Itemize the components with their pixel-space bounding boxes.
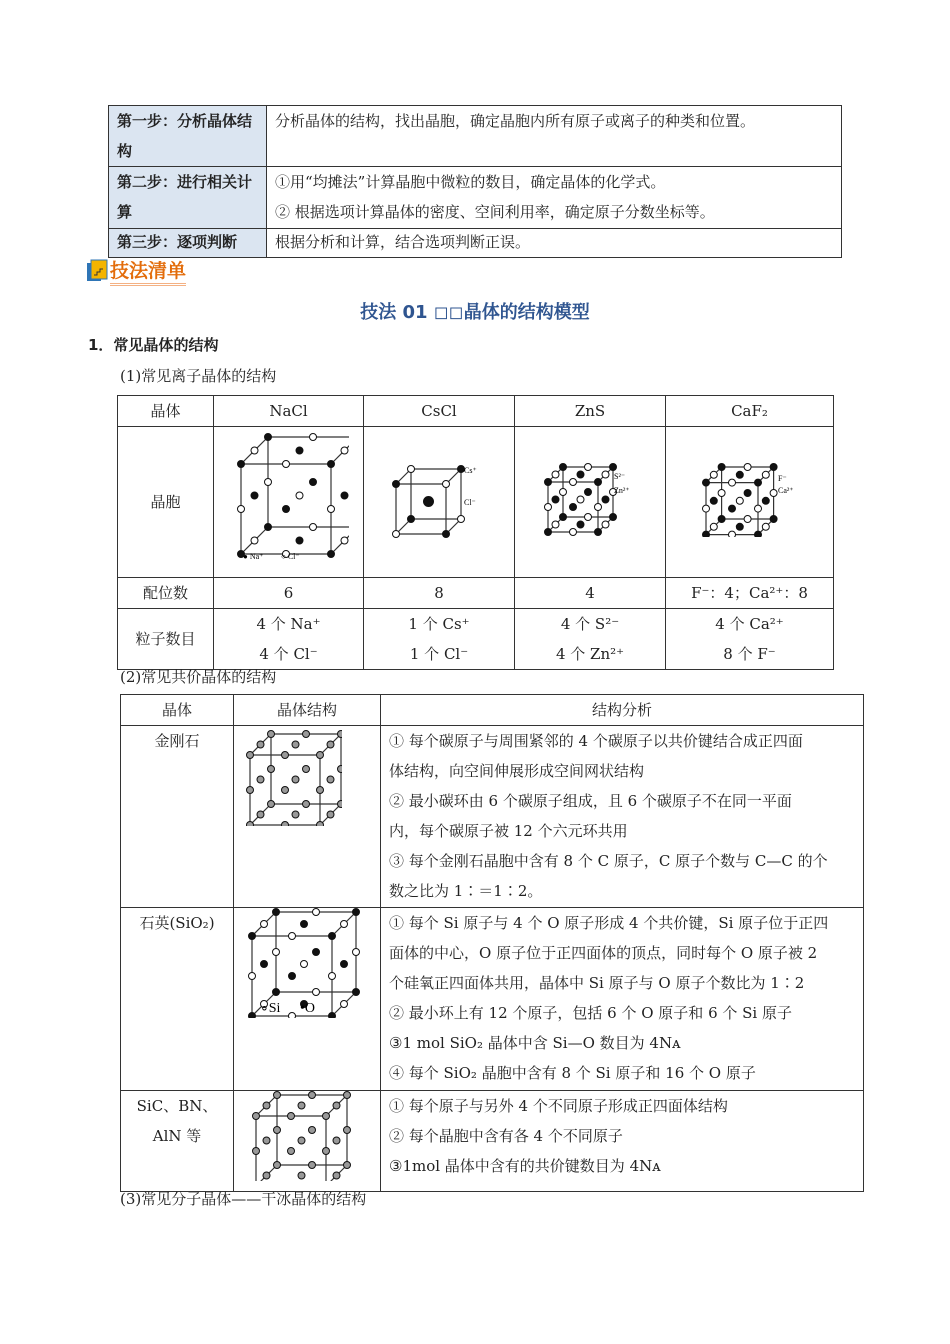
atom: [736, 523, 743, 530]
atom: [341, 961, 348, 968]
particle-count: [666, 609, 834, 670]
atom: [317, 752, 324, 759]
atom: [247, 787, 254, 794]
atom: [577, 496, 584, 503]
atom: [443, 531, 450, 538]
table-row: [118, 578, 834, 609]
atom: [341, 447, 348, 454]
quartz-structure-image: [234, 908, 381, 1091]
atom: [770, 516, 777, 523]
atom: [249, 933, 256, 940]
atom: [393, 481, 400, 488]
coordination-number: 8: [364, 578, 515, 609]
atom: [353, 909, 360, 916]
step-label: 第一步：分析晶体结构: [109, 106, 267, 167]
ionic-table: [117, 395, 834, 670]
text-line: 8 个 F⁻: [723, 645, 776, 663]
atom: [237, 506, 244, 513]
text-line: 面体的中心，O 原子位于正四面体的顶点，同时每个 O 原子被 2: [389, 944, 818, 962]
atom: [257, 741, 264, 748]
table-row: [118, 609, 834, 670]
column-header: 晶体结构: [234, 695, 381, 726]
atom: [344, 1162, 351, 1169]
diamond-structure-image: [234, 726, 381, 908]
atom: [393, 531, 400, 538]
atom: [353, 949, 360, 956]
text-line: 4 个 Ca²⁺: [715, 615, 784, 633]
atom: [263, 1102, 270, 1109]
image-label: Ca²⁺: [777, 486, 794, 495]
atom: [282, 461, 289, 468]
atom: [710, 497, 717, 504]
atom: [264, 479, 271, 486]
atom: [610, 464, 617, 471]
atom: [282, 822, 289, 827]
text-line: ② 最小碳环由 6 个碳原子组成，且 6 个碳原子不在同一平面: [389, 792, 792, 810]
atom: [338, 731, 343, 738]
atom: [458, 516, 465, 523]
sic-structure-image: [234, 1091, 381, 1192]
image-label: F⁻: [777, 474, 787, 483]
structure-analysis: [381, 726, 864, 908]
atom: [570, 529, 577, 536]
atom: [298, 1102, 305, 1109]
atom: [298, 1137, 305, 1144]
nacl-cell-image: [214, 427, 364, 578]
text-line: ① 每个原子与另外 4 个不同原子形成正四面体结构: [389, 1097, 728, 1115]
row-label: 晶体: [118, 396, 214, 427]
table-row: [121, 695, 864, 726]
text-line: 数之比为 1∶＝1∶2。: [389, 882, 543, 900]
atom: [309, 1092, 316, 1099]
crystal-cube-drawing: [540, 457, 640, 537]
atom: [545, 479, 552, 486]
atom: [552, 471, 559, 478]
atom: [273, 949, 280, 956]
atom: [274, 1127, 281, 1134]
column-header: 晶体: [121, 695, 234, 726]
text-line: 4 个 Zn²⁺: [555, 645, 625, 663]
atom: [710, 471, 717, 478]
text-line: 4 个 Na⁺: [256, 615, 321, 633]
atom: [327, 776, 334, 783]
atom: [274, 1092, 281, 1099]
atom: [313, 909, 320, 916]
atom: [296, 447, 303, 454]
crystal-cube-drawing: [700, 457, 800, 537]
atom: [247, 752, 254, 759]
atom: [762, 523, 769, 530]
atom: [585, 464, 592, 471]
atom: [602, 521, 609, 528]
atom: [317, 822, 324, 827]
coordination-number: F⁻：4；Ca²⁺：8: [666, 578, 834, 609]
atom: [249, 1013, 256, 1019]
atom: [313, 949, 320, 956]
row-label: 晶胞: [118, 427, 214, 578]
atom: [303, 801, 310, 808]
atom: [560, 514, 567, 521]
text-line: ③ 每个金刚石晶胞中含有 8 个 C 原子，C 原子个数与 C—C 的个: [389, 852, 828, 870]
text-line: 个硅氧正四面体共用，晶体中 Si 原子与 O 原子个数比为 1∶2: [389, 974, 805, 992]
atom: [718, 464, 725, 471]
technique-title: 技法 01 ◻◻晶体的结构模型: [360, 302, 590, 323]
text-line: 4 个 S²⁻: [560, 615, 620, 633]
atom: [257, 776, 264, 783]
step-desc: [267, 167, 842, 229]
atom: [263, 1172, 270, 1179]
atom: [552, 521, 559, 528]
atom: [744, 464, 751, 471]
text-line: ② 根据选项计算晶体的密度、空间利用率，确定原子分数坐标等。: [275, 203, 715, 221]
row-label: 配位数: [118, 578, 214, 609]
atom: [338, 766, 343, 773]
heading-1: 1．常见晶体的结构: [88, 336, 219, 354]
covalent-table: [120, 694, 864, 1192]
atom: [327, 551, 334, 558]
crystal-name: ZnS: [515, 396, 666, 427]
atom: [257, 811, 264, 818]
zns-cell-image: [515, 427, 666, 578]
atom: [344, 1127, 351, 1134]
ladder-book-icon: [86, 259, 110, 283]
atom: [282, 787, 289, 794]
image-label: Cs⁺: [464, 466, 477, 475]
atom: [327, 461, 334, 468]
atom: [333, 1137, 340, 1144]
atom: [329, 973, 336, 980]
atom: [702, 531, 709, 537]
image-label: S²⁻: [614, 472, 626, 481]
text-line: ① 每个碳原子与周围紧邻的 4 个碳原子以共价键结合成正四面: [389, 732, 803, 750]
crystal-name: NaCl: [214, 396, 364, 427]
text-line: ③1 mol SiO₂ 晶体中含 Si—O 数目为 4Nᴀ: [389, 1034, 681, 1052]
atom: [268, 801, 275, 808]
text-line: ② 每个晶胞中含有各 4 个不同原子: [389, 1127, 623, 1145]
atom: [288, 1148, 295, 1155]
atom: [610, 514, 617, 521]
atom: [309, 434, 316, 441]
atom: [595, 504, 602, 511]
atom: [327, 811, 334, 818]
atom: [303, 731, 310, 738]
caf2-cell-image: [666, 427, 834, 578]
atom: [309, 1162, 316, 1169]
atom: [282, 752, 289, 759]
atom: [718, 490, 725, 497]
atom: [268, 731, 275, 738]
structure-analysis: [381, 908, 864, 1091]
crystal-name: SiC、BN、AlN 等: [121, 1091, 234, 1192]
atom: [264, 524, 271, 531]
sub-heading-1: (1)常见离子晶体的结构: [120, 367, 277, 385]
coordination-number: 4: [515, 578, 666, 609]
text-line: ③1mol 晶体中含有的共价键数目为 4Nᴀ: [389, 1157, 661, 1175]
text-line: ④ 每个 SiO₂ 晶胞中含有 8 个 Si 原子和 16 个 O 原子: [389, 1064, 756, 1082]
crystal-name: 石英(SiO₂): [121, 908, 234, 1091]
atom: [301, 961, 308, 968]
atom: [273, 989, 280, 996]
crystal-name: CsCl: [364, 396, 515, 427]
atom: [702, 479, 709, 486]
atom: [292, 776, 299, 783]
atom: [251, 537, 258, 544]
atom: [249, 973, 256, 980]
atom: [736, 497, 743, 504]
atom: [289, 973, 296, 980]
table-row: [109, 229, 842, 258]
crystal-cube-drawing: [229, 427, 349, 567]
text-line: ① 每个 Si 原子与 4 个 O 原子形成 4 个共价键，Si 原子位于正四: [389, 914, 829, 932]
step-desc: 根据分析和计算，结合选项判断正误。: [267, 229, 842, 258]
atom: [261, 921, 268, 928]
atom: [289, 933, 296, 940]
atom: [333, 1102, 340, 1109]
atom: [552, 496, 559, 503]
atom: [443, 481, 450, 488]
atom: [585, 514, 592, 521]
text-line: 1 个 Cl⁻: [409, 645, 469, 663]
atom: [288, 1113, 295, 1120]
sub-heading-3: (3)常见分子晶体——干冰晶体的结构: [120, 1190, 367, 1208]
atom: [702, 505, 709, 512]
text-line: ①用“均摊法”计算晶胞中微粒的数目，确定晶体的化学式。: [275, 173, 666, 191]
atom: [317, 787, 324, 794]
particle-count: [214, 609, 364, 670]
atom: [303, 766, 310, 773]
atom: [264, 434, 271, 441]
atom: [289, 1013, 296, 1019]
atom: [408, 516, 415, 523]
structure-analysis: [381, 1091, 864, 1192]
image-label: ○ Cl⁻: [280, 552, 300, 561]
atom: [602, 471, 609, 478]
atom: [718, 516, 725, 523]
atom: [247, 822, 254, 827]
crystal-cube-drawing: [242, 1091, 352, 1181]
crystal-cube-drawing: [242, 908, 362, 1018]
crystal-cube-drawing: [242, 726, 342, 826]
image-label: ● Na⁺: [242, 552, 263, 561]
atom: [341, 921, 348, 928]
atom: [577, 471, 584, 478]
steps-table: [108, 105, 842, 258]
atom: [341, 492, 348, 499]
step-label: 第三步：逐项判断: [109, 229, 267, 258]
atom: [327, 506, 334, 513]
atom: [323, 1113, 330, 1120]
atom: [754, 479, 761, 486]
image-label: ∘Si: [260, 1001, 281, 1016]
table-row: [109, 106, 842, 167]
atom: [251, 492, 258, 499]
atom: [237, 461, 244, 468]
atom: [282, 506, 289, 513]
crystal-name: CaF₂: [666, 396, 834, 427]
atom: [253, 1148, 260, 1155]
table-row: [109, 167, 842, 229]
atom: [754, 505, 761, 512]
atom: [602, 496, 609, 503]
table-row: [118, 427, 834, 578]
atom: [298, 1172, 305, 1179]
atom: [744, 490, 751, 497]
atom: [595, 529, 602, 536]
atom: [728, 531, 735, 537]
atom: [292, 811, 299, 818]
atom: [353, 989, 360, 996]
text-line: 4 个 Cl⁻: [259, 645, 318, 663]
atom: [261, 961, 268, 968]
section-header-label: 技法清单: [110, 256, 186, 286]
atom: [560, 489, 567, 496]
atom: [333, 1172, 340, 1179]
coordination-number: 6: [214, 578, 364, 609]
atom: [577, 521, 584, 528]
atom: [301, 921, 308, 928]
atom: [545, 529, 552, 536]
cscl-cell-image: [364, 427, 515, 578]
text-line: ② 最小环上有 12 个原子，包括 6 个 O 原子和 6 个 Si 原子: [389, 1004, 792, 1022]
atom: [545, 504, 552, 511]
table-row: [118, 396, 834, 427]
atom: [728, 479, 735, 486]
atom: [323, 1148, 330, 1155]
atom: [327, 741, 334, 748]
crystal-cube-drawing: [384, 447, 494, 547]
sub-heading-2: (2)常见共价晶体的结构: [120, 668, 277, 686]
atom: [274, 1162, 281, 1169]
atom: [560, 464, 567, 471]
atom: [329, 1013, 336, 1019]
atom: [728, 505, 735, 512]
atom: [770, 490, 777, 497]
atom: [744, 516, 751, 523]
column-header: 结构分析: [381, 695, 864, 726]
atom: [253, 1113, 260, 1120]
step-label: 第二步：进行相关计算: [109, 167, 267, 229]
atom: [309, 1127, 316, 1134]
atom: [770, 464, 777, 471]
image-label: Cl⁻: [464, 498, 476, 507]
atom: [263, 1137, 270, 1144]
atom: [292, 741, 299, 748]
crystal-name: 金刚石: [121, 726, 234, 908]
atom: [736, 471, 743, 478]
text-line: 1 个 Cs⁺: [408, 615, 470, 633]
text-line: 体结构，向空间伸展形成空间网状结构: [389, 762, 645, 780]
table-row: [121, 726, 864, 908]
atom: [338, 801, 343, 808]
particle-count: [515, 609, 666, 670]
atom: [710, 523, 717, 530]
table-row: [121, 1091, 864, 1192]
section-header: [86, 256, 186, 286]
image-label: •O: [300, 1001, 316, 1016]
atom: [754, 531, 761, 537]
atom: [329, 933, 336, 940]
atom: [344, 1092, 351, 1099]
atom: [570, 479, 577, 486]
atom: [296, 537, 303, 544]
step-desc: 分析晶体的结构，找出晶胞，确定晶胞内所有原子或离子的种类和位置。: [267, 106, 842, 167]
atom: [251, 447, 258, 454]
atom: [424, 497, 434, 507]
atom: [585, 489, 592, 496]
atom: [309, 524, 316, 531]
atom: [341, 537, 348, 544]
atom: [296, 492, 303, 499]
text-line: 内，每个碳原子被 12 个六元环共用: [389, 822, 628, 840]
image-label: Zn²⁺: [614, 486, 630, 495]
atom: [273, 909, 280, 916]
atom: [408, 466, 415, 473]
particle-count: [364, 609, 515, 670]
atom: [268, 766, 275, 773]
atom: [762, 497, 769, 504]
atom: [341, 1001, 348, 1008]
atom: [595, 479, 602, 486]
table-row: [121, 908, 864, 1091]
atom: [313, 989, 320, 996]
atom: [762, 471, 769, 478]
row-label: 粒子数目: [118, 609, 214, 670]
atom: [570, 504, 577, 511]
atom: [309, 479, 316, 486]
